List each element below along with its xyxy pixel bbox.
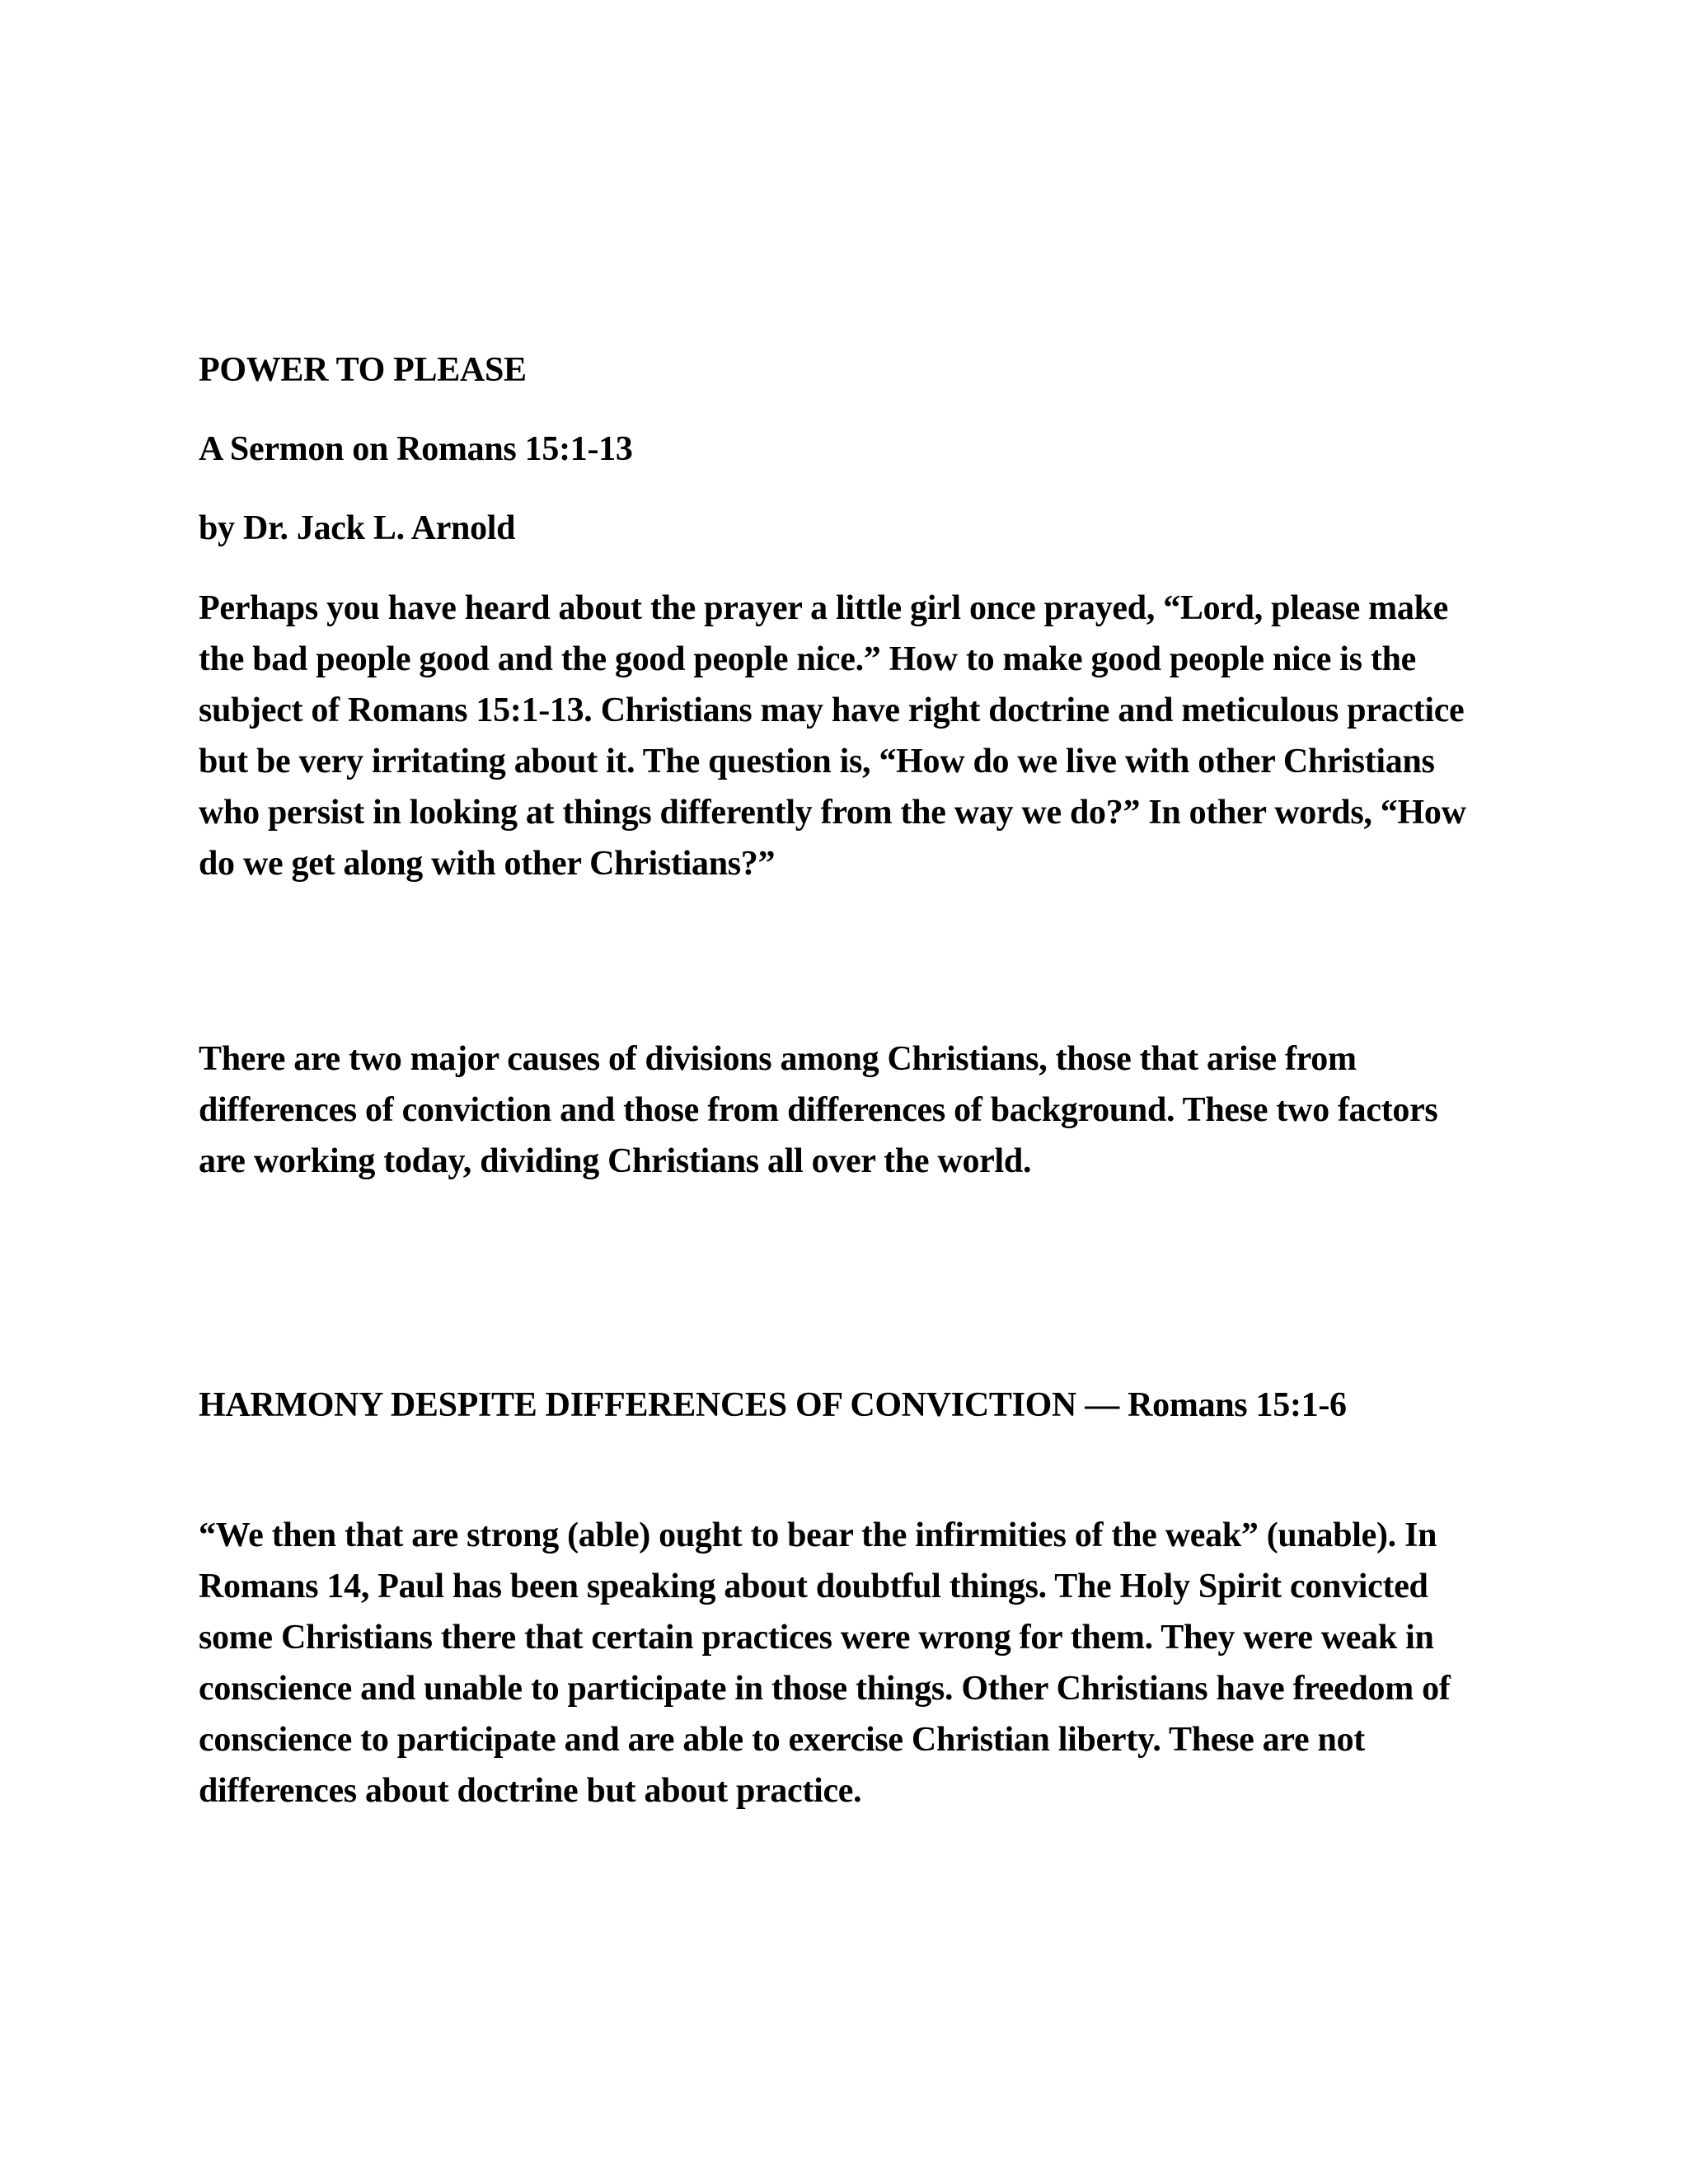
- document-title: POWER TO PLEASE: [199, 351, 527, 389]
- document-author: by Dr. Jack L. Arnold: [199, 509, 516, 547]
- intro-paragraph: Perhaps you have heard about the prayer a little girl once prayed, “Lord, please make the bad people good and the good people nice.” How to make good people nice is the subject of Romans 15:1-13. Christians may have right doctrine and meticulous practice but be very irritating about it. The question is, “How do we live with other Christians who persist in looking at things differently from the way we do?” In other words, “How do we get along with other Christians?”: [199, 589, 1466, 883]
- section-heading: HARMONY DESPITE DIFFERENCES OF CONVICTION — Romans 15:1-6: [199, 1386, 1347, 1424]
- causes-paragraph: There are two major causes of divisions among Christians, those that arise from differences of conviction and those from differences of background. These two factors are working today, dividing Christians all over the world.: [199, 1040, 1438, 1180]
- section-paragraph: “We then that are strong (able) ought to bear the infirmities of the weak” (unable). In Romans 14, Paul has been speaking about doubtful things. The Holy Spirit convicted some Christians there that certain practices were wrong for them. They were weak in conscience and unable to participate in those things. Other Christians have freedom of conscience to participate and are able to exercise Christian liberty. These are not differences about doctrine but about practice.: [199, 1516, 1451, 1810]
- document-subtitle: A Sermon on Romans 15:1-13: [199, 430, 633, 468]
